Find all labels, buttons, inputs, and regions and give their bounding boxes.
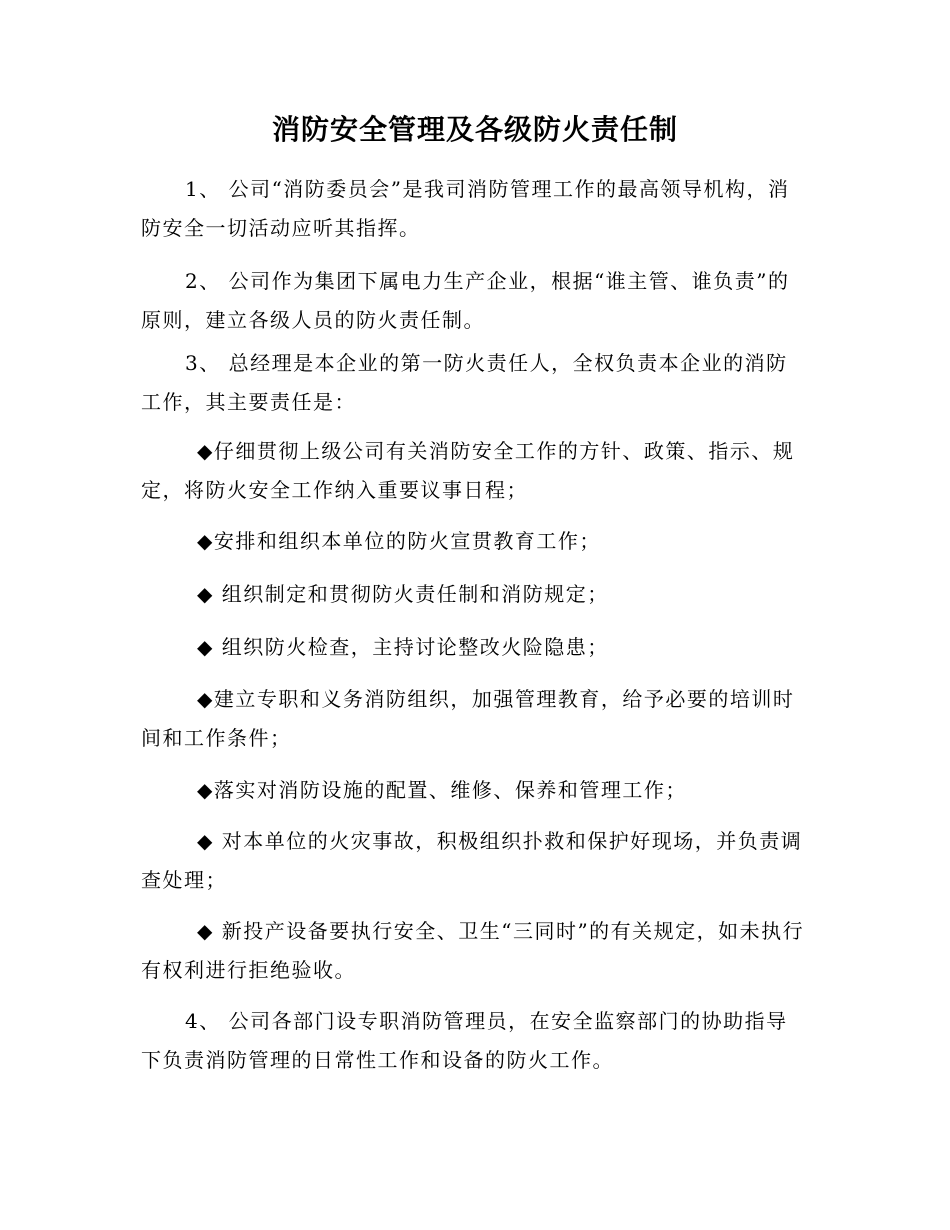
bullet-item-5: ◆建立专职和义务消防组织，加强管理教育，给予必要的培训时间和工作条件；: [141, 687, 795, 750]
bullet-item-3: ◆ 组织制定和贯彻防火责任制和消防规定；: [197, 582, 609, 606]
bullet-item-1: ◆仔细贯彻上级公司有关消防安全工作的方针、政策、指示、规定，将防火安全工作纳入重要议事日程；: [141, 439, 795, 502]
bullet-item-2: ◆安排和组织本单位的防火宣贯教育工作；: [197, 529, 601, 553]
bullet-item-7: ◆ 对本单位的火灾事故，积极组织扑救和保护好现场，并负责调查处理；: [141, 829, 803, 892]
bullet-item-8: ◆ 新投产设备要执行安全、卫生“三同时”的有关规定，如未执行有权利进行拒绝验收。: [141, 919, 805, 982]
document-title: 消防安全管理及各级防火责任制: [271, 113, 678, 146]
paragraph-3: 3、 总经理是本企业的第一防火责任人，全权负责本企业的消防工作，其主要责任是：: [141, 351, 788, 414]
paragraph-2: 2、 公司作为集团下属电力生产企业，根据“谁主管、谁负责”的原则，建立各级人员的防火责任制。: [141, 269, 790, 332]
bullet-item-6: ◆落实对消防设施的配置、维修、保养和管理工作；: [197, 778, 687, 802]
bullet-item-4: ◆ 组织防火检查，主持讨论整改火险隐患；: [197, 635, 609, 659]
paragraph-4: 4、 公司各部门设专职消防管理员，在安全监察部门的协助指导下负责消防管理的日常性工作和设备的防火工作。: [141, 1009, 788, 1072]
paragraph-1: 1、 公司“消防委员会”是我司消防管理工作的最高领导机构，消防安全一切活动应听其指挥。: [141, 177, 790, 240]
